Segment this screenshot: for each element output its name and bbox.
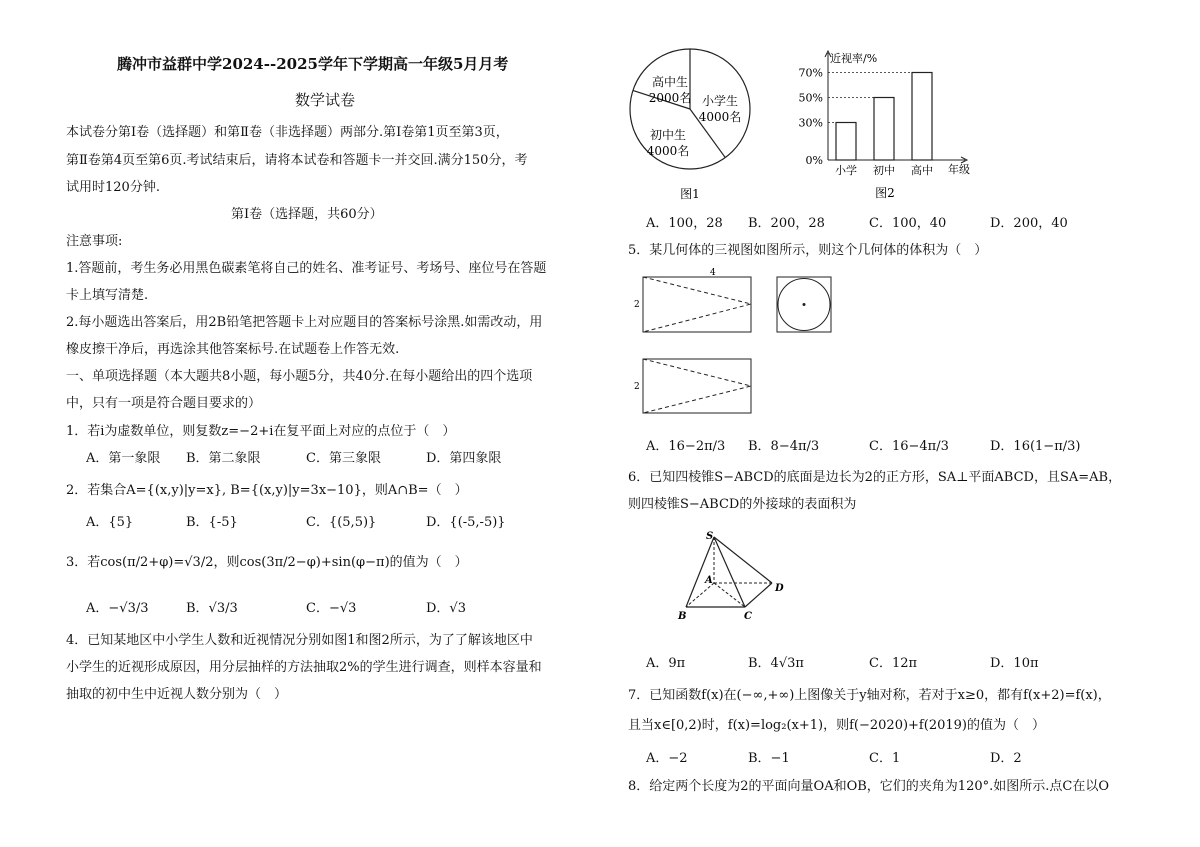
bar-ytick-0: 0% [805,154,823,167]
q1-option-b[interactable]: B．第二象限 [186,451,261,466]
q2-option-b[interactable]: B．{-5} [186,515,238,530]
q3-option-a[interactable]: A．−√3/3 [86,601,149,616]
q5-option-a[interactable]: A．16−2π/3 [646,439,726,454]
q6-option-d[interactable]: D．10π [990,656,1039,671]
intro-line-2: 第Ⅱ卷第4页至第6页.考试结束后，请将本试卷和答题卡一并交回.满分150分，考 [66,153,528,168]
edge-cd [745,583,772,607]
top-view-dashed [643,359,751,413]
bar-category-label-3: 高中 [911,164,933,177]
q6-line-2: 则四棱锥S−ABCD的外接球的表面积为 [628,497,857,512]
note-2a: 2.每小题选出答案后，用2B铅笔把答题卡上对应题目的答案标号涂黑.如需改动，用 [66,315,543,330]
bar-caption: 图2 [875,186,895,200]
edge-ac [714,583,745,607]
q2-option-d[interactable]: D．{(-5,-5)} [426,515,506,530]
q6-option-c[interactable]: C．12π [869,656,918,671]
notes-heading: 注意事项: [66,234,123,249]
q7-line-2: 且当x∈[0,2)时，f(x)=log₂(x+1)，则f(−2020)+f(2019)的值为（ ） [628,718,1045,733]
note-1a: 1.答题前，考生务必用黑色碳素笔将自己的姓名、准考证号、考场号、座位号在答题 [66,261,547,276]
edge-sd [714,537,772,583]
q4-line-2: 小学生的近视形成原因，用分层抽样的方法抽取2%的学生进行调查，则样本容量和 [66,660,542,675]
three-view-figure [630,265,860,420]
q4-line-3: 抽取的初中生中近视人数分别为（ ） [66,687,288,702]
q6-option-b[interactable]: B．4√3π [748,656,804,671]
q5-option-b[interactable]: B．8−4π/3 [748,439,820,454]
vertex-a: A [705,575,713,586]
q2-stem: 2．若集合A={(x,y)|y=x}, B={(x,y)|y=3x−10}，则A∩B=（ ） [66,483,468,498]
q2-option-c[interactable]: C．{(5,5)} [306,515,377,530]
note-2b: 橡皮擦干净后，再选涂其他答案标号.在试题卷上作答无效. [66,342,400,357]
front-view-rect [643,277,751,332]
page-title: 腾冲市益群中学2024--2025学年下学期高一年级5月月考 [117,55,509,73]
bar-ytick-3: 70% [798,66,823,80]
bar-高中 [912,73,932,161]
q6-option-a[interactable]: A．9π [646,656,686,671]
q5-dim-side-2: 2 [634,382,640,392]
vertex-d: D [775,583,784,594]
q7-line-1: 7．已知函数f(x)在(−∞,+∞)上图像关于y轴对称，若对于x≥0，都有f(x+2)=f(x)， [628,688,1111,703]
intro-line-3: 试用时120分钟. [66,180,160,195]
q5-dim-side-1: 2 [634,300,640,310]
pie-slice-count-3: 4000名 [646,144,690,158]
section1-line-b: 中，只有一项是符合题目要求的） [66,396,262,411]
q7-option-c[interactable]: C．1 [869,751,901,766]
bar-初中 [874,98,894,161]
front-view-dashed [643,277,751,332]
q3-stem: 3．若cos(π/2+φ)=√3/2，则cos(3π/2−φ)+sin(φ−π)的值为（ ） [66,555,468,570]
vertex-s: S [706,531,714,542]
q5-dim-top: 4 [710,268,716,278]
q3-option-b[interactable]: B．√3/3 [186,601,238,616]
bar-category-label-1: 小学 [835,164,857,177]
q4-line-1: 4．已知某地区中小学生人数和近视情况分别如图1和图2所示，为了了解该地区中 [66,633,533,648]
q7-option-d[interactable]: D．2 [990,751,1022,766]
bar-chart-figure-2 [790,45,980,205]
bar-category-label-2: 初中 [873,164,895,177]
pyramid-figure [672,527,792,627]
q7-option-a[interactable]: A．−2 [646,751,688,766]
q4-option-a[interactable]: A．100，28 [646,216,723,231]
bar-ytick-1: 30% [798,116,823,130]
pie-chart-figure-1 [620,45,760,205]
bar-小学 [836,123,856,161]
q1-stem: 1．若i为虚数单位，则复数z=−2+i在复平面上对应的点位于（ ） [66,424,456,439]
q1-option-c[interactable]: C．第三象限 [306,451,381,466]
vertex-c: C [744,611,752,622]
q4-option-d[interactable]: D．200，40 [990,216,1068,231]
q4-option-c[interactable]: C．100，40 [869,216,947,231]
bar-ylabel: 近视率/% [830,52,878,65]
note-1b: 卡上填写清楚. [66,288,149,303]
pie-slice-count-1: 2000名 [648,91,692,105]
edge-sb [686,537,714,607]
q5-option-c[interactable]: C．16−4π/3 [869,439,949,454]
q5-stem: 5．某几何体的三视图如图所示，则这个几何体的体积为（ ） [628,243,988,258]
q2-option-a[interactable]: A．{5} [86,515,134,530]
q6-line-1: 6．已知四棱锥S−ABCD的底面是边长为2的正方形，SA⊥平面ABCD，且SA=AB， [628,470,1122,485]
pie-caption: 图1 [680,187,700,201]
q7-option-b[interactable]: B．−1 [748,751,790,766]
pie-slice-label-1: 高中生 [651,75,689,89]
q5-option-d[interactable]: D．16(1−π/3) [990,439,1081,454]
q8-line-1: 8．给定两个长度为2的平面向量OA和OB，它们的夹角为120°.如图所示.点C在以O [628,779,1109,794]
intro-line-1: 本试卷分第Ⅰ卷（选择题）和第Ⅱ卷（非选择题）两部分.第Ⅰ卷第1页至第3页， [66,125,509,140]
q1-option-a[interactable]: A．第一象限 [86,451,161,466]
pie-slice-count-2: 4000名 [698,110,742,124]
pie-slice-label-2: 小学生 [701,94,739,108]
top-view-rect [643,359,751,413]
edge-sc [714,537,745,607]
section1-line-a: 一、单项选择题（本大题共8小题，每小题5分，共40分.在每小题给出的四个选项 [66,369,533,384]
vertex-b: B [678,611,687,622]
page-subtitle: 数学试卷 [295,91,356,109]
part1-heading: 第Ⅰ卷（选择题，共60分） [231,207,383,222]
bar-xlabel: 年级 [948,163,970,176]
pie-slice-label-3: 初中生 [649,128,687,142]
q4-option-b[interactable]: B．200，28 [748,216,825,231]
q3-option-d[interactable]: D．√3 [426,601,466,616]
q1-option-d[interactable]: D．第四象限 [426,451,502,466]
q3-option-c[interactable]: C．−√3 [306,601,357,616]
side-view-center-dot [803,303,806,306]
bar-ytick-2: 50% [798,91,823,105]
